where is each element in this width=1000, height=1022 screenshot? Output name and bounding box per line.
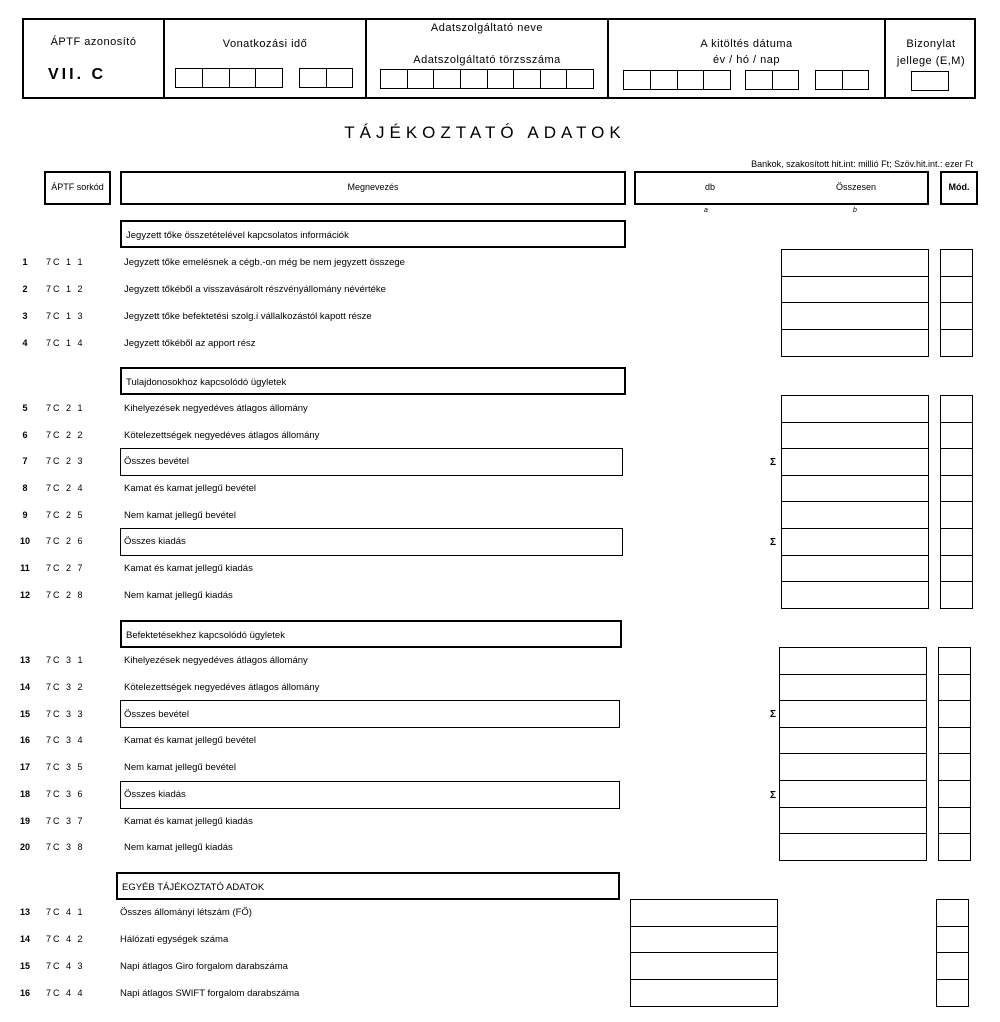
row-code: 7C 2 6 (46, 536, 85, 546)
total-input-column[interactable] (779, 647, 927, 861)
row-number: 6 (22, 430, 28, 440)
row-number: 15 (19, 961, 30, 971)
row-label: Összes kiadás (124, 536, 186, 547)
db-input-column[interactable] (630, 899, 778, 1007)
total-input-column[interactable] (781, 249, 929, 357)
row-label: Nem kamat jellegű kiadás (124, 590, 233, 601)
row-code: 7C 3 6 (46, 789, 85, 799)
row-label: Nem kamat jellegű bevétel (124, 762, 236, 773)
row-label: Összes bevétel (124, 456, 189, 467)
sum-row-box (120, 448, 623, 476)
row-number: 18 (19, 789, 30, 799)
period-quarter-cells[interactable] (299, 68, 353, 88)
row-number: 20 (19, 842, 30, 852)
row-number: 11 (20, 563, 30, 573)
aptf-id-value: VII. C (48, 66, 107, 83)
row-code: 7C 3 5 (46, 762, 85, 772)
section-header (120, 620, 622, 648)
row-code: 7C 3 4 (46, 735, 85, 745)
section-title: Jegyzett tőke összetételével kapcsolatos információk (126, 230, 349, 241)
section-header (120, 367, 626, 395)
fill-date-month-cells[interactable] (745, 70, 799, 90)
col-header-total-label: Összesen (835, 182, 877, 192)
row-code: 7C 2 1 (46, 403, 85, 413)
sigma-icon: Σ (770, 709, 777, 720)
col-header-name-label: Megnevezés (347, 182, 399, 192)
mod-input-column[interactable] (940, 249, 973, 357)
row-label: Kihelyezések negyedéves átlagos állomány (124, 403, 308, 414)
row-code: 7C 3 2 (46, 682, 85, 692)
row-code: 7C 4 1 (46, 907, 85, 917)
units-note: Bankok, szakosított hit.int: millió Ft; Szöv.hit.int.: ezer Ft (751, 159, 973, 169)
row-label: Nem kamat jellegű kiadás (124, 842, 233, 853)
row-code: 7C 4 3 (46, 961, 85, 971)
fill-date-label: A kitöltés dátuma (700, 38, 793, 50)
mod-input-column[interactable] (940, 395, 973, 609)
section-title: Befektetésekhez kapcsolódó ügyletek (126, 630, 285, 641)
row-number: 2 (22, 284, 28, 294)
row-label: Kamat és kamat jellegű kiadás (124, 563, 253, 574)
row-label: Jegyzett tőke befektetési szolg.i vállalkozástól kapott része (124, 311, 372, 322)
period-year-month-cells[interactable] (175, 68, 283, 88)
row-label: Jegyzett tőkéből a visszavásárolt részvényállomány névértéke (124, 284, 386, 295)
section-header (120, 220, 626, 248)
fill-date-year-cells[interactable] (623, 70, 731, 90)
row-code: 7C 1 3 (46, 311, 85, 321)
doc-type-label-line2: jellege (E,M) (896, 55, 966, 67)
row-label: Kamat és kamat jellegű kiadás (124, 816, 253, 827)
mod-input-column[interactable] (936, 899, 969, 1007)
sum-row-box (120, 781, 620, 809)
row-code: 7C 3 3 (46, 709, 85, 719)
row-code: 7C 4 2 (46, 934, 85, 944)
col-b-marker: b (853, 207, 857, 214)
section-header (116, 872, 620, 900)
row-label: Kötelezettségek negyedéves átlagos állomány (124, 682, 320, 693)
aptf-id-label: ÁPTF azonosító (50, 36, 137, 48)
row-number: 5 (22, 403, 28, 413)
row-label: Összes állományi létszám (FŐ) (120, 907, 252, 918)
row-label: Nem kamat jellegű bevétel (124, 510, 236, 521)
row-label: Kihelyezések negyedéves átlagos állomány (124, 655, 308, 666)
page-title: TÁJÉKOZTATÓ ADATOK (344, 123, 626, 142)
row-number: 13 (19, 907, 30, 917)
section-title: EGYÉB TÁJÉKOZTATÓ ADATOK (122, 882, 265, 893)
row-label: Jegyzett tőke emelésnek a cégb.-on még be nem jegyzett összege (124, 257, 405, 268)
provider-reg-cells[interactable] (380, 69, 594, 89)
provider-name-label: Adatszolgáltató neve (430, 22, 544, 34)
row-code: 7C 2 8 (46, 590, 85, 600)
row-code: 7C 1 2 (46, 284, 85, 294)
col-header-mod-label: Mód. (948, 182, 970, 192)
row-number: 9 (22, 510, 28, 520)
header-divider (163, 18, 165, 99)
provider-reg-label: Adatszolgáltató törzsszáma (413, 54, 561, 66)
row-code: 7C 2 2 (46, 430, 85, 440)
sum-row-box (120, 528, 623, 556)
row-code: 7C 3 7 (46, 816, 85, 826)
total-input-column[interactable] (781, 395, 929, 609)
col-header-sorkod-label: ÁPTF sorkód (51, 182, 104, 192)
doc-type-label-line1: Bizonylat (906, 38, 956, 50)
row-label: Napi átlagos Giro forgalom darabszáma (120, 961, 288, 972)
row-number: 16 (19, 735, 30, 745)
row-label: Jegyzett tőkéből az apport rész (124, 338, 256, 349)
row-label: Kötelezettségek negyedéves átlagos állomány (124, 430, 320, 441)
row-code: 7C 1 1 (46, 257, 85, 267)
period-label: Vonatkozási idő (222, 38, 308, 50)
row-label: Hálózati egységek száma (120, 934, 229, 945)
sigma-icon: Σ (770, 537, 777, 548)
row-number: 15 (19, 709, 30, 719)
fill-date-format: év / hó / nap (712, 54, 781, 66)
fill-date-day-cells[interactable] (815, 70, 869, 90)
row-code: 7C 2 3 (46, 456, 85, 466)
row-label: Összes kiadás (124, 789, 186, 800)
row-number: 4 (22, 338, 28, 348)
doc-type-cell[interactable] (911, 71, 949, 91)
row-label: Napi átlagos SWIFT forgalom darabszáma (120, 988, 300, 999)
sum-row-box (120, 700, 620, 728)
row-number: 7 (22, 456, 28, 466)
col-a-marker: a (704, 207, 708, 214)
row-label: Kamat és kamat jellegű bevétel (124, 483, 257, 494)
row-code: 7C 2 5 (46, 510, 85, 520)
row-code: 7C 3 1 (46, 655, 85, 665)
row-number: 16 (19, 988, 30, 998)
row-code: 7C 1 4 (46, 338, 85, 348)
row-number: 13 (19, 655, 30, 665)
row-number: 19 (19, 816, 30, 826)
row-code: 7C 2 4 (46, 483, 85, 493)
row-code: 7C 4 4 (46, 988, 85, 998)
row-number: 12 (19, 590, 30, 600)
col-header-db-label: db (704, 182, 715, 192)
row-number: 14 (19, 682, 30, 692)
row-code: 7C 3 8 (46, 842, 85, 852)
row-number: 8 (22, 483, 28, 493)
row-number: 17 (19, 762, 30, 772)
sigma-icon: Σ (770, 457, 777, 468)
row-number: 1 (22, 257, 28, 267)
mod-input-column[interactable] (938, 647, 971, 861)
row-label: Kamat és kamat jellegű bevétel (124, 735, 257, 746)
row-number: 14 (19, 934, 30, 944)
row-number: 3 (22, 311, 28, 321)
row-number: 10 (19, 536, 30, 546)
section-title: Tulajdonosokhoz kapcsolódó ügyletek (126, 377, 287, 388)
row-label: Összes bevétel (124, 709, 189, 720)
sigma-icon: Σ (770, 790, 777, 801)
row-code: 7C 2 7 (46, 563, 85, 573)
